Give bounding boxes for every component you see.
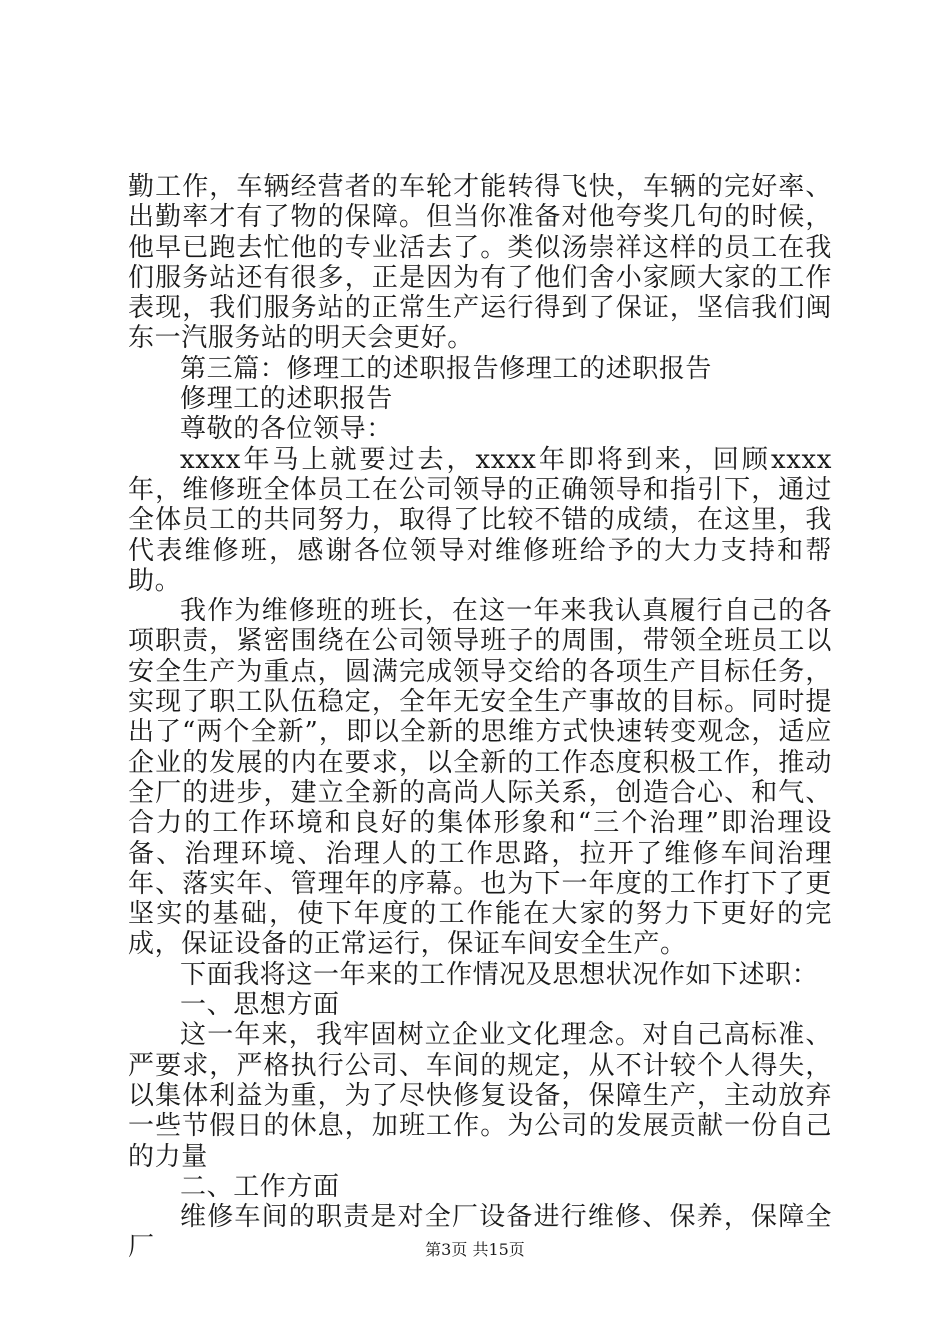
page-footer xyxy=(0,1240,950,1260)
document-body xyxy=(128,172,832,1263)
paragraph: xxxx年马上就要过去，xxxx年即将到来，回顾xxxx年，维修班全体员工在公司领导的正确领导和指引下，通过全体员工的共同努力，取得了比较不错的成绩，在这里，我代表维修班，感谢各位领导对维修班给予的大力支持和帮助。 xyxy=(128,444,832,596)
subheading-thought: 一、思想方面 xyxy=(180,990,340,1021)
paragraph: 下面我将这一年来的工作情况及思想状况作如下述职： xyxy=(180,959,819,990)
section-heading: 第三篇：修理工的述职报告修理工的述职报告 xyxy=(180,353,713,384)
paragraph: 这一年来，我牢固树立企业文化理念。对自己高标准、严要求，严格执行公司、车间的规定，从不计较个人得失，以集体利益为重，为了尽快修复设备，保障生产，主动放弃一些节假日的休息，加班工作。为公司的发展贡献一份自己的力量 xyxy=(128,1020,832,1172)
subheading-work: 二、工作方面 xyxy=(180,1171,340,1202)
paragraph: 维修车间的职责是对全厂设备进行维修、保养，保障全厂 xyxy=(128,1202,832,1263)
paragraph: 勤工作，车辆经营者的车轮才能转得飞快，车辆的完好率、出勤率才有了物的保障。但当你准备对他夸奖几句的时候，他早已跑去忙他的专业活去了。类似汤崇祥这样的员工在我们服务站还有很多，正是因为有了他们舍小家顾大家的工作表现，我们服务站的正常生产运行得到了保证，坚信我们闽东一汽服务站的明天会更好。 xyxy=(128,172,832,354)
salutation: 尊敬的各位领导： xyxy=(180,414,393,445)
paragraph: 我作为维修班的班长，在这一年来我认真履行自己的各项职责，紧密围绕在公司领导班子的周围，带领全班员工以安全生产为重点，圆满完成领导交给的各项生产目标任务，实现了职工队伍稳定，全年无安全生产事故的目标。同时提出了“两个全新”，即以全新的思维方式快速转变观念，适应企业的发展的内在要求，以全新的工作态度积极工作，推动全厂的进步，建立全新的高尚人际关系，创造合心、和气、合力的工作环境和良好的集体形象和“三个治理”即治理设备、治理环境、治理人的工作思路，拉开了维修车间治理年、落实年、管理年的序幕。也为下一年度的工作打下了更坚实的基础，使下年度的工作能在大家的努力下更好的完成，保证设备的正常运行，保证车间安全生产。 xyxy=(128,596,832,960)
page-number-label: 第3页 共15页 xyxy=(425,1240,525,1259)
report-title: 修理工的述职报告 xyxy=(180,384,393,415)
